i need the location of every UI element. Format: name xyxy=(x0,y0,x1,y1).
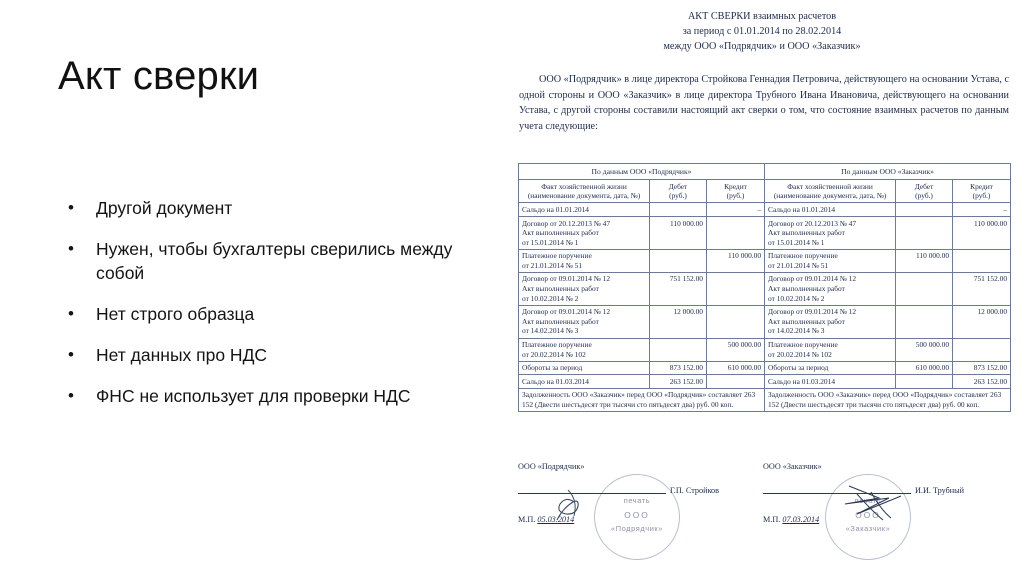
list-item-label: Другой документ xyxy=(96,198,233,218)
column-header-credit-left-line1: Кредит xyxy=(724,181,747,191)
table-row xyxy=(519,375,1011,389)
stamp-line-2: ООО xyxy=(855,510,881,520)
signature-name-customer: И.И. Трубный xyxy=(915,486,965,495)
cell-credit-left xyxy=(707,217,765,250)
cell-credit-right xyxy=(953,249,1011,272)
group-header-contractor: По данным ООО «Подрядчик» xyxy=(519,164,765,180)
cell-debit-left xyxy=(650,203,707,217)
group-header-customer: По данным ООО «Заказчик» xyxy=(765,164,1011,180)
list-item xyxy=(58,237,478,285)
column-header-debit-right-line1: Дебет xyxy=(914,181,934,191)
cell-debit-right xyxy=(896,375,953,389)
list-item-label: ФНС не использует для проверки НДС xyxy=(96,386,411,406)
signature-area xyxy=(518,462,1010,574)
cell-credit-left: 500 000.00 xyxy=(707,338,765,361)
cell-fact-right: Обороты за период xyxy=(765,361,896,375)
document-heading-line-2: за период с 01.01.2014 по 28.02.2014 xyxy=(682,26,842,37)
reconciliation-act-document xyxy=(500,0,1024,574)
column-header-credit-left-line2: (руб.) xyxy=(726,191,745,200)
mp-label-contractor xyxy=(518,515,574,524)
cell-debt-summary-right: Задолженность ООО «Заказчик» перед ООО «Подрядчик» составляет 263 152 (Двести шестьдесят три тысячи сто пятьдесят два) руб. 00 коп. xyxy=(765,388,1011,411)
cell-debit-right: 610 000.00 xyxy=(896,361,953,375)
stamp-line-1: печать xyxy=(854,496,882,505)
column-header-credit-right-line1: Кредит xyxy=(970,181,993,191)
bullet-icon: • xyxy=(68,386,74,405)
list-item-label: Нет данных про НДС xyxy=(96,345,268,365)
cell-debit-right xyxy=(896,305,953,338)
document-heading-line-1: АКТ СВЕРКИ взаимных расчетов xyxy=(687,11,837,22)
column-header-debit-right xyxy=(896,179,953,203)
column-header-fact-left-line2: (наименование документа, дата, №) xyxy=(527,191,641,200)
table-footer-row xyxy=(519,388,1011,411)
cell-credit-left xyxy=(707,305,765,338)
cell-fact-right: Договор от 09.01.2014 № 12 Акт выполненных работ от 14.02.2014 № 3 xyxy=(765,305,896,338)
column-header-debit-right-line2: (руб.) xyxy=(915,191,933,200)
cell-debit-left xyxy=(650,249,707,272)
cell-fact-left: Платежное поручение от 20.02.2014 № 102 xyxy=(519,338,650,361)
cell-credit-right: 12 000.00 xyxy=(953,305,1011,338)
cell-fact-right: Сальдо на 01.01.2014 xyxy=(765,203,896,217)
bullet-icon: • xyxy=(68,345,74,364)
list-item xyxy=(58,302,478,326)
list-item xyxy=(58,384,478,408)
table-group-header-row xyxy=(519,164,1011,180)
stamp-line-2: ООО xyxy=(624,510,650,520)
cell-fact-left: Сальдо на 01.01.2014 xyxy=(519,203,650,217)
signature-block-contractor xyxy=(518,462,768,574)
column-header-credit-left xyxy=(707,179,765,203)
column-header-credit-right xyxy=(953,179,1011,203)
signature-rule-customer xyxy=(763,493,911,494)
column-header-fact-right xyxy=(765,179,896,203)
bullet-icon: • xyxy=(68,304,74,323)
cell-fact-left: Договор от 09.01.2014 № 12 Акт выполненных работ от 10.02.2014 № 2 xyxy=(519,272,650,305)
list-item-label: Нет строго образца xyxy=(96,304,255,324)
cell-credit-left: 110 000.00 xyxy=(707,249,765,272)
cell-credit-right: 263 152.00 xyxy=(953,375,1011,389)
cell-debit-right: 500 000.00 xyxy=(896,338,953,361)
document-intro-paragraph: ООО «Подрядчик» в лице директора Стройкова Геннадия Петровича, действующего на основании Устава, с одной стороны и ООО «Заказчик» в лице директора Трубного Ивана Ивановича, действующего на основании Устава, с другой стороны составили настоящий акт сверки о том, что состояние взаимных расчетов по данным учета следующие: xyxy=(519,74,1009,132)
cell-fact-right: Платежное поручение от 20.02.2014 № 102 xyxy=(765,338,896,361)
table-row xyxy=(519,272,1011,305)
cell-credit-left: – xyxy=(707,203,765,217)
cell-fact-left: Платежное поручение от 21.01.2014 № 51 xyxy=(519,249,650,272)
column-header-debit-left-line1: Дебет xyxy=(668,181,688,191)
signature-date-customer: 07.03.2014 xyxy=(782,515,820,524)
bullet-icon: • xyxy=(68,198,74,217)
column-header-fact-left xyxy=(519,179,650,203)
signature-rule-contractor xyxy=(518,493,666,494)
reconciliation-table xyxy=(518,163,1011,412)
cell-debit-right: 110 000.00 xyxy=(896,249,953,272)
mp-prefix-contractor: М.П. xyxy=(518,515,536,524)
column-header-fact-right-line1: Факт хозяйственной жизни xyxy=(787,181,873,191)
cell-credit-left xyxy=(707,375,765,389)
table-row xyxy=(519,361,1011,375)
cell-debit-left: 110 000.00 xyxy=(650,217,707,250)
cell-credit-left xyxy=(707,272,765,305)
table-row xyxy=(519,203,1011,217)
column-header-fact-right-line2: (наименование документа, дата, №) xyxy=(773,191,887,200)
table-row xyxy=(519,217,1011,250)
cell-fact-left: Договор от 20.12.2013 № 47 Акт выполненных работ от 15.01.2014 № 1 xyxy=(519,217,650,250)
cell-debit-left: 12 000.00 xyxy=(650,305,707,338)
column-header-debit-left-line2: (руб.) xyxy=(669,191,687,200)
table-row xyxy=(519,249,1011,272)
company-stamp-customer xyxy=(825,474,911,560)
cell-fact-left: Договор от 09.01.2014 № 12 Акт выполненных работ от 14.02.2014 № 3 xyxy=(519,305,650,338)
cell-debt-summary-left: Задолженность ООО «Заказчик» перед ООО «Подрядчик» составляет 263 152 (Двести шестьдесят три тысячи сто пятьдесят два) руб. 00 коп. xyxy=(519,388,765,411)
cell-fact-left: Обороты за период xyxy=(519,361,650,375)
cell-debit-right xyxy=(896,272,953,305)
cell-debit-left: 873 152.00 xyxy=(650,361,707,375)
column-header-credit-right-line2: (руб.) xyxy=(972,191,991,200)
table-row xyxy=(519,338,1011,361)
stamp-line-1: печать xyxy=(623,496,651,505)
table-column-header-row xyxy=(519,179,1011,203)
mp-prefix-customer: М.П. xyxy=(763,515,781,524)
bullet-icon: • xyxy=(68,239,74,258)
cell-credit-right: 110 000.00 xyxy=(953,217,1011,250)
list-item xyxy=(58,343,478,367)
page-title: Акт сверки xyxy=(58,54,260,98)
cell-credit-left: 610 000.00 xyxy=(707,361,765,375)
stamp-line-3: «Заказчик» xyxy=(845,524,891,533)
list-item-label: Нужен, чтобы бухгалтеры сверились между собой xyxy=(96,239,453,283)
cell-debit-left: 751 152.00 xyxy=(650,272,707,305)
cell-debit-right xyxy=(896,203,953,217)
cell-credit-right xyxy=(953,338,1011,361)
cell-fact-right: Платежное поручение от 21.01.2014 № 51 xyxy=(765,249,896,272)
cell-credit-right: 873 152.00 xyxy=(953,361,1011,375)
company-stamp-contractor xyxy=(594,474,680,560)
cell-fact-left: Сальдо на 01.03.2014 xyxy=(519,375,650,389)
cell-debit-left: 263 152.00 xyxy=(650,375,707,389)
cell-debit-left xyxy=(650,338,707,361)
list-item xyxy=(58,196,478,220)
cell-debit-right xyxy=(896,217,953,250)
stamp-line-3: «Подрядчик» xyxy=(611,524,663,533)
column-header-debit-left xyxy=(650,179,707,203)
bullet-list xyxy=(58,196,478,425)
signature-date-contractor: 05.03.2014 xyxy=(537,515,575,524)
cell-credit-right: – xyxy=(953,203,1011,217)
signature-org-label-customer: ООО «Заказчик» xyxy=(763,462,822,471)
column-header-fact-left-line1: Факт хозяйственной жизни xyxy=(541,181,627,191)
table-row xyxy=(519,305,1011,338)
cell-fact-right: Договор от 20.12.2013 № 47 Акт выполненных работ от 15.01.2014 № 1 xyxy=(765,217,896,250)
signature-org-label-contractor: ООО «Подрядчик» xyxy=(518,462,585,471)
slide-left-panel xyxy=(0,0,500,574)
signature-block-customer xyxy=(763,462,1013,574)
cell-credit-right: 751 152.00 xyxy=(953,272,1011,305)
signature-name-contractor: Г.П. Стройков xyxy=(670,486,719,495)
cell-fact-right: Договор от 09.01.2014 № 12 Акт выполненных работ от 10.02.2014 № 2 xyxy=(765,272,896,305)
document-heading-line-3: между ООО «Подрядчик» и ООО «Заказчик» xyxy=(663,41,861,52)
mp-label-customer xyxy=(763,515,819,524)
cell-fact-right: Сальдо на 01.03.2014 xyxy=(765,375,896,389)
